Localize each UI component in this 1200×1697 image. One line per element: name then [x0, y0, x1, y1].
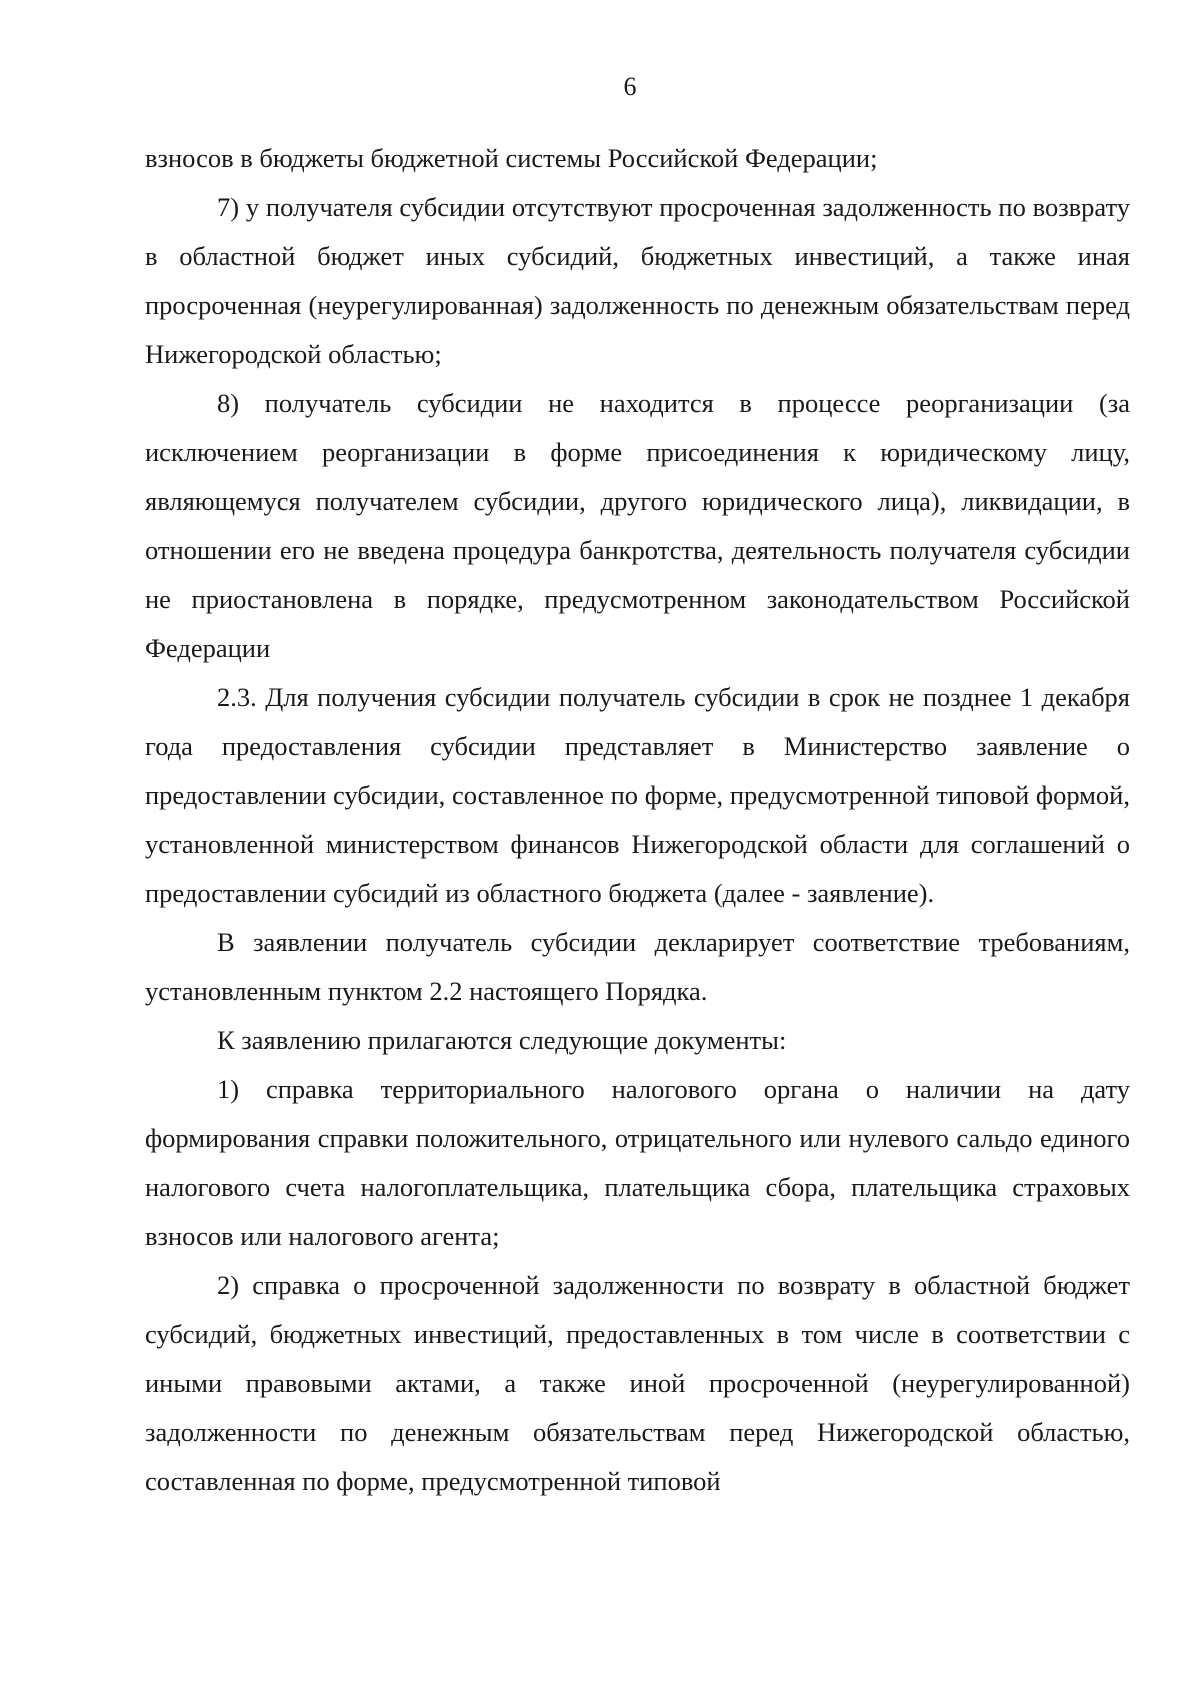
- page-number: 6: [623, 72, 637, 101]
- paragraph-documents-intro: К заявлению прилагаются следующие документы:: [217, 1025, 787, 1055]
- paragraph-document-2: 2) справка о просроченной задолженности по возврату в областной бюджет субсидий, бюджетных инвестиций, предоставленных в том числе в соответствии с иными правовыми актами, а также иной просроченной (неурегулированной) задолженности по денежным обязательствам перед Нижегородской областью, составленная по форме, предусмотренной типовой: [145, 1270, 1130, 1496]
- paragraph-declaration: В заявлении получатель субсидии декларирует соответствие требованиям, установленным пунктом 2.2 настоящего Порядка.: [145, 927, 1130, 1006]
- paragraph-item-7: 7) у получателя субсидии отсутствуют просроченная задолженность по возврату в областной бюджет иных субсидий, бюджетных инвестиций, а также иная просроченная (неурегулированная) задолженность по денежным обязательствам перед Нижегородской областью;: [145, 192, 1130, 369]
- paragraph-continuation: взносов в бюджеты бюджетной системы Российской Федерации;: [145, 143, 878, 173]
- paragraph-document-1: 1) справка территориального налогового органа о наличии на дату формирования справки положительного, отрицательного или нулевого сальдо единого налогового счета налогоплательщика, плательщика сбора, плательщика страховых взносов или налогового агента;: [145, 1074, 1130, 1251]
- paragraph-section-2-3: 2.3. Для получения субсидии получатель субсидии в срок не позднее 1 декабря года предоставления субсидии представляет в Министерство заявление о предоставлении субсидии, составленное по форме, предусмотренной типовой формой, установленной министерством финансов Нижегородской области для соглашений о предоставлении субсидий из областного бюджета (далее - заявление).: [145, 682, 1130, 908]
- paragraph-item-8: 8) получатель субсидии не находится в процессе реорганизации (за исключением реорганизации в форме присоединения к юридическому лицу, являющемуся получателем субсидии, другого юридического лица), ликвидации, в отношении его не введена процедура банкротства, деятельность получателя субсидии не приостановлена в порядке, предусмотренном законодательством Российской Федерации: [145, 388, 1130, 663]
- document-body: [145, 134, 1130, 1506]
